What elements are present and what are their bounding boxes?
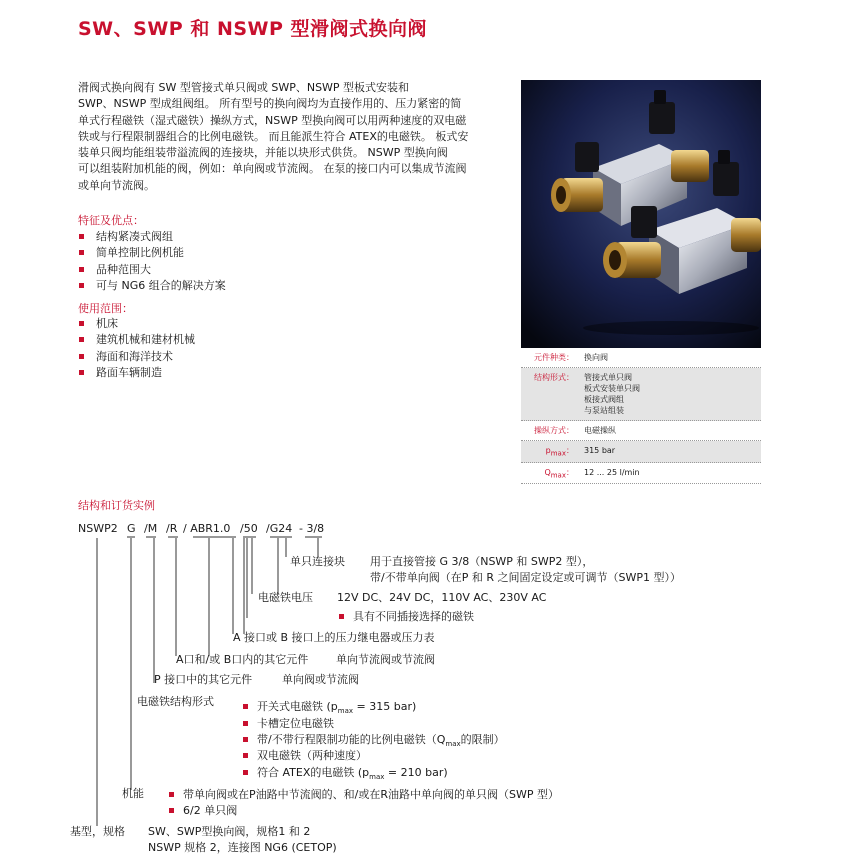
- ab-other-label: A口和/或 B口内的其它元件: [176, 653, 309, 666]
- list-item: 简单控制比例机能: [78, 245, 226, 261]
- code-part: NSWP2: [78, 522, 118, 535]
- ab-relay-label: A 接口或 B 接口上的压力继电器或压力表: [233, 631, 435, 644]
- spec-value: 换向阀: [584, 353, 608, 362]
- list-item: 路面车辆制造: [78, 365, 195, 381]
- base-desc: NSWP 规格 2，连接图 NG6 (CETOP): [148, 841, 337, 854]
- bullet-icon: [243, 737, 248, 742]
- p-other-desc: 单向阀或节流阀: [282, 673, 359, 686]
- code-part: /G24: [266, 522, 293, 535]
- spec-label: $Q_{max}$：: [544, 467, 574, 480]
- spec-label: 结构形式：: [534, 373, 574, 382]
- bullet-icon: [243, 753, 248, 758]
- function-item: 带单向阀或在P油路中节流阀的、和/或在R油路中单向阀的单只阀（SWP 型）: [169, 786, 559, 802]
- page-title: SW、SWP 和 NSWP 型滑阀式换向阀: [78, 18, 428, 40]
- solenoid-item: 开关式电磁铁 ($p_{max} = 315$ bar): [243, 698, 416, 715]
- intro-line: 装单只阀均能组装带溢流阀的连接块，并能以块形式供货。 NSWP 型换向阀: [78, 146, 448, 160]
- bullet-icon: [339, 614, 344, 619]
- spec-label: 元件种类：: [534, 353, 574, 362]
- voltage-note: 具有不同插接选择的磁铁: [339, 608, 474, 624]
- voltage-label: 电磁铁电压: [258, 591, 313, 604]
- function-label: 机能: [122, 787, 144, 800]
- single-block-label: 单只连接块: [290, 555, 345, 568]
- intro-line: 或单向节流阀。: [78, 178, 155, 192]
- solenoid-item: 卡槽定位电磁铁: [243, 715, 334, 731]
- voltage-values: 12V DC、24V DC，110V AC、230V AC: [337, 591, 547, 604]
- list-item: 结构紧凑式阀组: [78, 229, 226, 245]
- solenoid-label: 电磁铁结构形式: [137, 695, 214, 708]
- base-label: 基型，规格: [70, 825, 125, 838]
- code-part: /50: [240, 522, 258, 535]
- function-item: 6/2 单只阀: [169, 802, 237, 818]
- solenoid-item: 带/不带行程限制功能的比例电磁铁（$Q_{max}$的限制）: [243, 731, 505, 748]
- p-other-label: P 接口中的其它元件: [154, 673, 253, 686]
- list-item: 品种范围大: [78, 262, 226, 278]
- single-block-desc: 带/不带单向阀（在P 和 R 之间固定设定或可调节（SWP1 型））: [370, 571, 681, 584]
- bullet-icon: [243, 721, 248, 726]
- spec-value: 315 bar: [584, 446, 616, 455]
- ab-other-desc: 单向节流阀或节流阀: [336, 653, 435, 666]
- intro-line: 滑阀式换向阀有 SW 型管接式单只阀或 SWP、NSWP 型板式安装和: [78, 81, 410, 94]
- spec-value: 12 ... 25 l/min: [584, 467, 640, 477]
- solenoid-item: 双电磁铁（两种速度）: [243, 747, 367, 763]
- intro-line: 可以组装附加机能的阀，例如：单向阀或节流阀。 在泵的接口内可以集成节流阀: [78, 162, 467, 176]
- intro-line: 铁或与行程限制器组合的比例电磁铁。 而且能派生符合 ATEX的电磁铁。 板式安: [78, 129, 469, 143]
- spec-label: $p_{max}$：: [545, 446, 574, 458]
- list-item: 机床: [78, 316, 195, 332]
- bullet-icon: [169, 808, 174, 813]
- solenoid-item: 符合 ATEX的电磁铁 ($p_{max} = 210$ bar): [243, 764, 448, 781]
- spec-value: 管接式单只阀 板式安装单只阀 板接式阀组 与泵站组装: [584, 373, 640, 415]
- bullet-icon: [243, 704, 248, 709]
- order-heading: 结构和订货实例: [78, 499, 155, 512]
- bullet-icon: [169, 792, 174, 797]
- intro-line: SWP、NSWP 型成组阀组。 所有型号的换向阀均为直接作用的、压力紧密的简: [78, 97, 462, 111]
- code-part: - 3/8: [299, 522, 325, 535]
- list-item: 海面和海洋技术: [78, 349, 195, 365]
- features-heading: 特征及优点：: [78, 214, 144, 227]
- intro-line: 单式行程磁铁（湿式磁铁）操纵方式，NSWP 型换向阀可以用两种速度的双电磁: [78, 113, 467, 127]
- applications-heading: 使用范围：: [78, 302, 133, 315]
- code-part: /R: [166, 522, 178, 535]
- base-desc: SW、SWP型换向阀，规格1 和 2: [148, 825, 311, 838]
- code-part: G: [127, 522, 136, 535]
- list-item: 建筑机械和建材机械: [78, 332, 195, 348]
- list-item: 可与 NG6 组合的解决方案: [78, 278, 226, 294]
- bullet-icon: [243, 770, 248, 775]
- spec-label: 操纵方式：: [534, 426, 574, 435]
- spec-value: 电磁操纵: [584, 426, 616, 435]
- code-part: /M: [144, 522, 158, 535]
- single-block-desc: 用于直接管接 G 3/8（NSWP 和 SWP2 型），: [370, 555, 594, 568]
- code-part: / ABR1.0: [183, 522, 231, 535]
